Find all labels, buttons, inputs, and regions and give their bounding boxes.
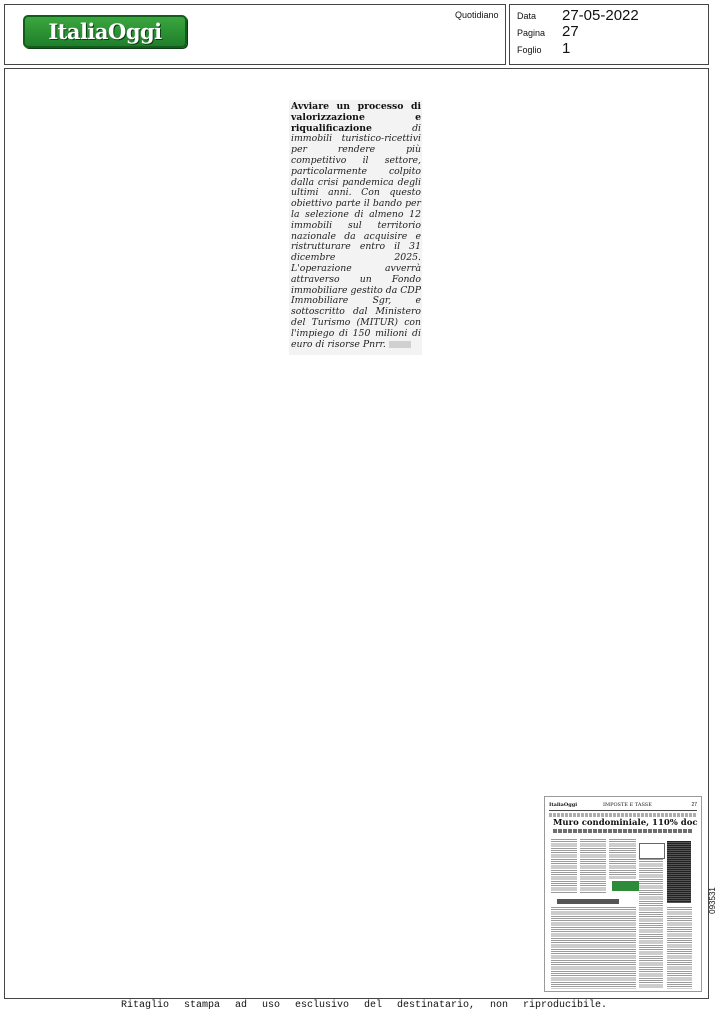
article-body: di immobili turistico-ricettivi per rendere più competitivo il settore, particolarmente colpito dalla crisi pandemica degli ultimi anni. Con questo obiettivo parte il bando per la selezione di almeno 12 immobili sul territorio nazionale da acquisire e ristrutturare entro il 31 dicembre 2025. L'operazione avverrà attraverso un Fondo immobiliare gestito da CDP Immobiliare Sgr, e sottoscritto dal Ministero del Turismo (MITUR) con l'impiego di 150 milioni di euro di risorse Pnrr.: [291, 122, 422, 350]
meta-value-foglio: 1: [562, 40, 571, 57]
thumbnail-section: IMPOSTE E TASSE: [603, 802, 652, 808]
thumbnail-photo: [667, 841, 691, 903]
thumbnail-column: [639, 859, 663, 989]
thumbnail-logo: ItaliaOggi: [549, 802, 578, 808]
article-lead: Avviare un processo di valorizzazione e riqualificazione: [291, 101, 421, 134]
meta-value-data: 27-05-2022: [562, 7, 639, 24]
periodicity-label: Quotidiano: [455, 10, 499, 20]
thumbnail-green-box: [612, 881, 639, 891]
thumbnail-header: [549, 802, 697, 811]
thumbnail-headline: Muro condominiale, 110% doc: [553, 818, 698, 828]
thumbnail-column: [609, 839, 636, 879]
thumbnail-column: [580, 839, 606, 893]
thumbnail-page: 27: [691, 802, 697, 808]
thumbnail-kicker: [549, 813, 697, 817]
meta-label-data: Data: [517, 11, 537, 21]
thumbnail-deck: [553, 829, 693, 833]
thumbnail-boxed-item: [639, 843, 665, 859]
meta-label-pagina: Pagina: [517, 28, 546, 38]
newspaper-logo: [23, 15, 187, 48]
thumbnail-column: [551, 907, 636, 989]
side-code-text: 093531: [707, 887, 717, 914]
logo-text: ItaliaOggi: [48, 19, 162, 44]
meta-label-foglio: Foglio: [517, 45, 542, 55]
thumbnail-column: [551, 839, 577, 893]
footer-notice: Ritaglio stampa ad uso esclusivo del destinatario, non riproducibile.: [120, 1000, 608, 1011]
side-code: [709, 886, 721, 916]
article-clipping: [289, 100, 422, 355]
thumbnail-secondary-headline: [557, 899, 619, 904]
meta-value-pagina: 27: [562, 23, 579, 40]
end-mark: [389, 341, 411, 348]
page-thumbnail: [544, 796, 702, 992]
thumbnail-column: [667, 907, 692, 989]
